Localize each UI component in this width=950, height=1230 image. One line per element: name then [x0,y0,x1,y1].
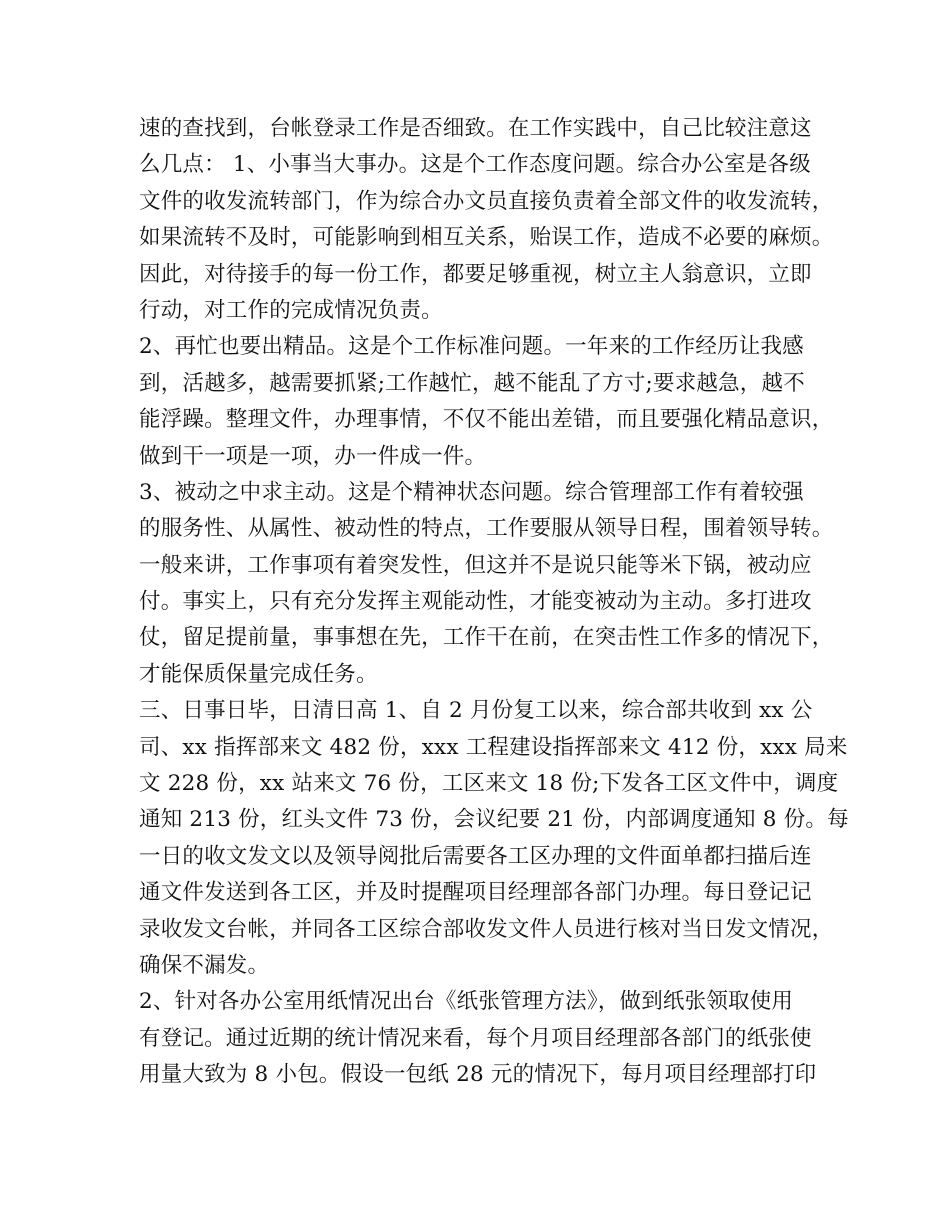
text-line: 录收发文台帐，并同各工区综合部收发文件人员进行核对当日发文情况， [139,916,834,942]
text-line: 才能保质保量完成任务。 [139,661,378,687]
text-line: 做到干一项是一项，办一件成一件。 [139,443,487,469]
text-line: 因此，对待接手的每一份工作，都要足够重视，树立主人翁意识，立即 [139,261,812,287]
text-line: 的服务性、从属性、被动性的特点，工作要服从领导日程，围着领导转。 [139,516,834,542]
text-line: 速的查找到，台帐登录工作是否细致。在工作实践中，自己比较注意这 [139,116,812,141]
text-line: 能浮躁。整理文件，办理事情，不仅不能出差错，而且要强化精品意识， [139,407,834,433]
text-line: 文件的收发流转部门，作为综合办文员直接负责着全部文件的收发流转， [139,188,834,214]
text-line: 仗，留足提前量，事事想在先，工作干在前，在突击性工作多的情况下， [139,625,834,651]
text-line: 三、日事日毕，日清日高 1、自 2 月份复工以来，综合部共收到 xx 公 [139,698,813,724]
text-line: 确保不漏发。 [139,952,270,978]
text-line: 用量大致为 8 小包。假设一包纸 28 元的情况下，每月项目经理部打印 [139,1062,817,1088]
text-line: 行动，对工作的完成情况负责。 [139,297,443,323]
text-line: 一般来讲，工作事项有着突发性，但这并不是说只能等米下锅，被动应 [139,552,812,578]
text-line: 3、被动之中求主动。这是个精神状态问题。综合管理部工作有着较强 [139,479,804,505]
text-line: 到，活越多，越需要抓紧;工作越忙，越不能乱了方寸;要求越急，越不 [139,370,805,396]
text-line: 付。事实上，只有充分发挥主观能动性，才能变被动为主动。多打进攻 [139,589,812,615]
text-line: 通文件发送到各工区，并及时提醒项目经理部各部门办理。每日登记记 [139,880,812,906]
text-line: 有登记。通过近期的统计情况来看，每个月项目经理部各部门的纸张使 [139,1025,812,1051]
text-line: 文 228 份，xx 站来文 76 份，工区来文 18 份;下发各工区文件中，调度 [139,771,839,797]
text-line: 如果流转不及时，可能影响到相互关系，贻误工作，造成不必要的麻烦。 [139,225,834,251]
text-line: 司、xx 指挥部来文 482 份，xxx 工程建设指挥部来文 412 份，xxx 局来 [139,734,848,760]
text-line: 通知 213 份，红头文件 73 份，会议纪要 21 份，内部调度通知 8 份。每 [139,807,849,833]
text-line: 么几点： 1、小事当大事办。这是个工作态度问题。综合办公室是各级 [139,152,811,178]
text-line: 2、再忙也要出精品。这是个工作标准问题。一年来的工作经历让我感 [139,334,804,360]
text-line: 一日的收文发文以及领导阅批后需要各工区办理的文件面单都扫描后连 [139,843,812,869]
text-line: 2、针对各办公室用纸情况出台《纸张管理方法》，做到纸张领取使用 [139,989,794,1015]
body-text [139,111,849,1094]
